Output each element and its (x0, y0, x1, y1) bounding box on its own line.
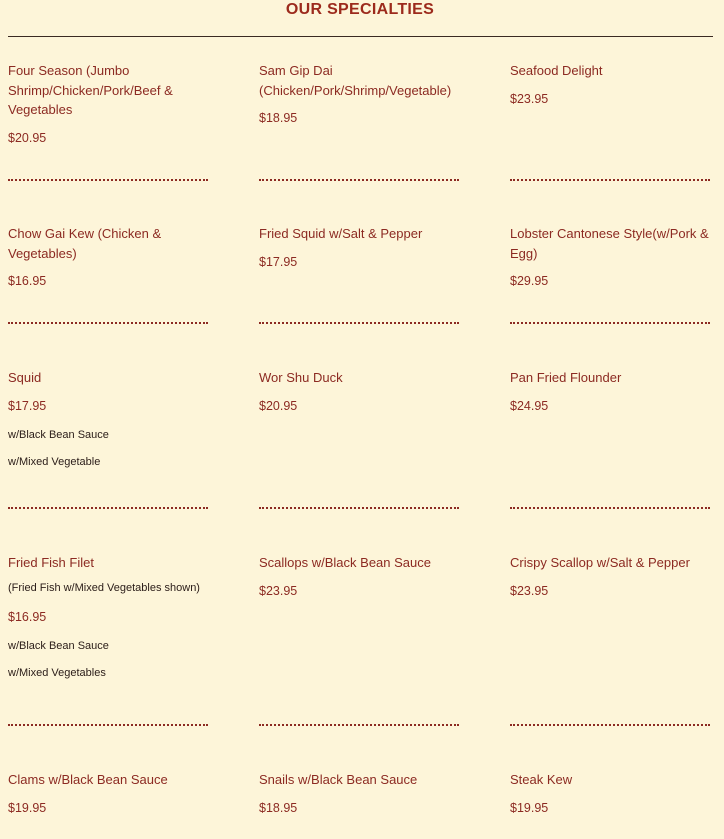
menu-item-steak-kew (510, 770, 715, 816)
menu-item-name: Wor Shu Duck (259, 370, 343, 385)
menu-item-name: Steak Kew (510, 772, 573, 787)
menu-item-price: $19.95 (8, 800, 47, 815)
menu-item-name: Snails w/Black Bean Sauce (259, 772, 418, 787)
menu-item-name: Clams w/Black Bean Sauce (8, 772, 168, 787)
menu-item-price: $20.95 (259, 398, 298, 413)
dotted-divider (8, 507, 208, 509)
menu-item-fried-squid (259, 224, 464, 270)
menu-item-name: Chow Gai Kew (Chicken & Vegetables) (8, 226, 162, 261)
dotted-divider (259, 179, 459, 181)
menu-item-price: $29.95 (510, 274, 549, 288)
menu-item-sam-gip-dai (259, 61, 464, 126)
section-title: OUR SPECIALTIES (285, 1, 435, 18)
menu-item-name: Crispy Scallop w/Salt & Pepper (510, 555, 690, 570)
menu-item-option: w/Mixed Vegetable (8, 455, 101, 468)
menu-item-price: $19.95 (510, 800, 549, 815)
menu-item-option: w/Black Bean Sauce (8, 639, 109, 652)
dotted-divider (510, 724, 710, 726)
menu-item-price: $18.95 (259, 111, 298, 125)
menu-item-price: $23.95 (259, 583, 298, 598)
menu-item-price: $23.95 (510, 91, 549, 106)
menu-item-price: $17.95 (8, 398, 47, 413)
menu-item-price: $17.95 (259, 254, 298, 269)
menu-item-name: Seafood Delight (510, 63, 603, 78)
menu-item-chow-gai-kew (8, 224, 213, 289)
menu-item-price: $24.95 (510, 398, 549, 413)
menu-item-option: w/Black Bean Sauce (8, 428, 109, 441)
menu-item-name: Sam Gip Dai (Chicken/Pork/Shrimp/Vegetable) (259, 63, 452, 98)
menu-item-scallops-black-bean (259, 553, 464, 599)
dotted-divider (510, 507, 710, 509)
menu-item-price: $20.95 (8, 130, 47, 145)
menu-item-name: Four Season (Jumbo Shrimp/Chicken/Pork/Beef & Vegetables (8, 63, 173, 117)
menu-item-crispy-scallop (510, 553, 715, 599)
menu-item-name: Fried Fish Filet (8, 555, 94, 570)
dotted-divider (510, 322, 710, 324)
menu-item-price: $16.95 (8, 609, 47, 624)
dotted-divider (8, 724, 208, 726)
menu-item-price: $18.95 (259, 800, 298, 815)
menu-item-name: Pan Fried Flounder (510, 370, 622, 385)
menu-item-name: Fried Squid w/Salt & Pepper (259, 226, 423, 241)
dotted-divider (259, 724, 459, 726)
menu-item-fried-fish-filet (8, 553, 213, 680)
dotted-divider (8, 322, 208, 324)
menu-item-four-season (8, 61, 213, 146)
menu-item-snails-black-bean (259, 770, 464, 816)
menu-item-note: (Fried Fish w/Mixed Vegetables shown) (8, 581, 200, 594)
menu-item-wor-shu-duck (259, 368, 464, 414)
menu-item-name: Lobster Cantonese Style(w/Pork & Egg) (510, 226, 709, 261)
dotted-divider (510, 179, 710, 181)
dotted-divider (8, 179, 208, 181)
menu-item-seafood-delight (510, 61, 715, 107)
menu-item-price: $16.95 (8, 274, 47, 288)
dotted-divider (259, 322, 459, 324)
menu-item-option: w/Mixed Vegetables (8, 666, 106, 679)
menu-item-name: Scallops w/Black Bean Sauce (259, 555, 431, 570)
menu-item-lobster-cantonese (510, 224, 715, 289)
menu-item-pan-fried-flounder (510, 368, 715, 414)
dotted-divider (259, 507, 459, 509)
title-divider (8, 36, 713, 37)
menu-item-squid (8, 368, 213, 469)
menu-item-name: Squid (8, 370, 42, 385)
menu-item-clams-black-bean (8, 770, 213, 816)
menu-item-price: $23.95 (510, 583, 549, 598)
